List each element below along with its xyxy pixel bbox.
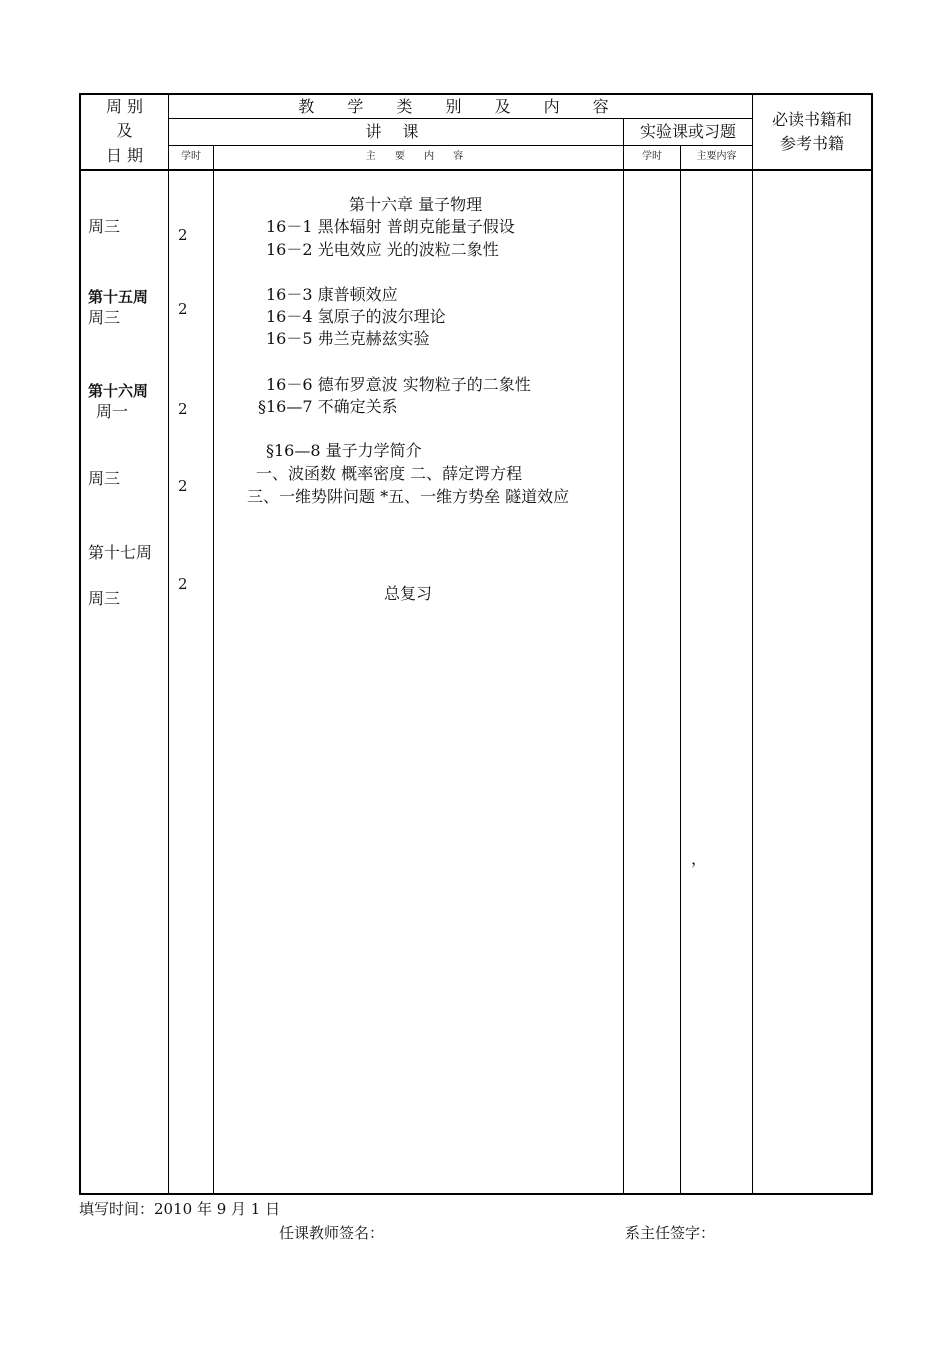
header-bottom-line — [79, 169, 873, 171]
header-books-line1: 必读书籍和 — [771, 110, 852, 129]
row3-week: 第十六周 — [88, 382, 149, 400]
table-right-border — [871, 93, 873, 1195]
row4-day: 周三 — [88, 469, 121, 488]
row2-line1: 16－3 康普顿效应 — [266, 285, 398, 304]
footer-teacher-sign: 任课教师签名： — [279, 1224, 385, 1242]
header-books-line2: 参考书籍 — [779, 134, 844, 153]
row1-day: 周三 — [88, 217, 121, 236]
row2-week: 第十五周 — [88, 288, 149, 306]
row2-line2: 16－4 氢原子的波尔理论 — [266, 307, 446, 326]
header-and-label: 及 — [116, 121, 133, 140]
header-main-content: 主 要 内 容 — [365, 151, 472, 162]
row4-hours: 2 — [178, 477, 188, 495]
row5-day: 周三 — [88, 589, 121, 608]
row3-hours: 2 — [178, 400, 188, 418]
header-week-label: 周 别 — [105, 97, 144, 116]
row4-line3: 三、一维势阱问题 *五、一维方势垒 隧道效应 — [247, 487, 570, 506]
row5-hours: 2 — [178, 575, 188, 593]
col-divider-lab — [680, 145, 681, 1194]
header-lab: 实验课或习题 — [639, 122, 736, 141]
table-top-border — [79, 93, 873, 95]
col-divider-books — [752, 93, 753, 1194]
header-lecture: 讲 课 — [365, 122, 427, 141]
footer-fill-date: 填写时间：2010 年 9 月 1 日 — [79, 1200, 281, 1218]
header-main-title: 教 学 类 别 及 内 容 — [298, 97, 623, 116]
col-divider-lecture — [623, 118, 624, 1194]
table-bottom-border — [79, 1193, 873, 1195]
footer-head-sign: 系主任签字： — [625, 1224, 716, 1242]
header-hours: 学时 — [181, 151, 201, 162]
row3-line2: §16—7 不确定关系 — [258, 397, 398, 416]
row1-line3: 16－2 光电效应 光的波粒二象性 — [266, 240, 499, 259]
row1-line2: 16－1 黑体辐射 普朗克能量子假设 — [266, 217, 515, 236]
header-line-1 — [168, 118, 753, 119]
table-left-border — [79, 93, 81, 1195]
row5-line1: 总复习 — [384, 584, 433, 603]
row4-line2: 一、波函数 概率密度 二、薛定谔方程 — [256, 464, 523, 483]
row3-day: 周一 — [96, 402, 129, 421]
row2-hours: 2 — [178, 300, 188, 318]
stray-comma: ， — [691, 849, 708, 868]
row5-week: 第十七周 — [88, 543, 153, 562]
header-lab-hours: 学时 — [642, 151, 662, 162]
row2-day: 周三 — [88, 308, 121, 327]
row1-hours: 2 — [178, 226, 188, 244]
row4-line1: §16—8 量子力学简介 — [266, 441, 422, 460]
header-date-label: 日 期 — [105, 146, 144, 165]
row1-line1: 第十六章 量子物理 — [349, 195, 483, 214]
header-lab-content: 主要内容 — [696, 151, 737, 162]
col-divider-hours — [213, 145, 214, 1194]
row3-line1: 16－6 德布罗意波 实物粒子的二象性 — [266, 375, 531, 394]
col-divider-week — [168, 93, 169, 1194]
row2-line3: 16－5 弗兰克赫兹实验 — [266, 329, 430, 348]
header-line-2 — [168, 145, 753, 146]
